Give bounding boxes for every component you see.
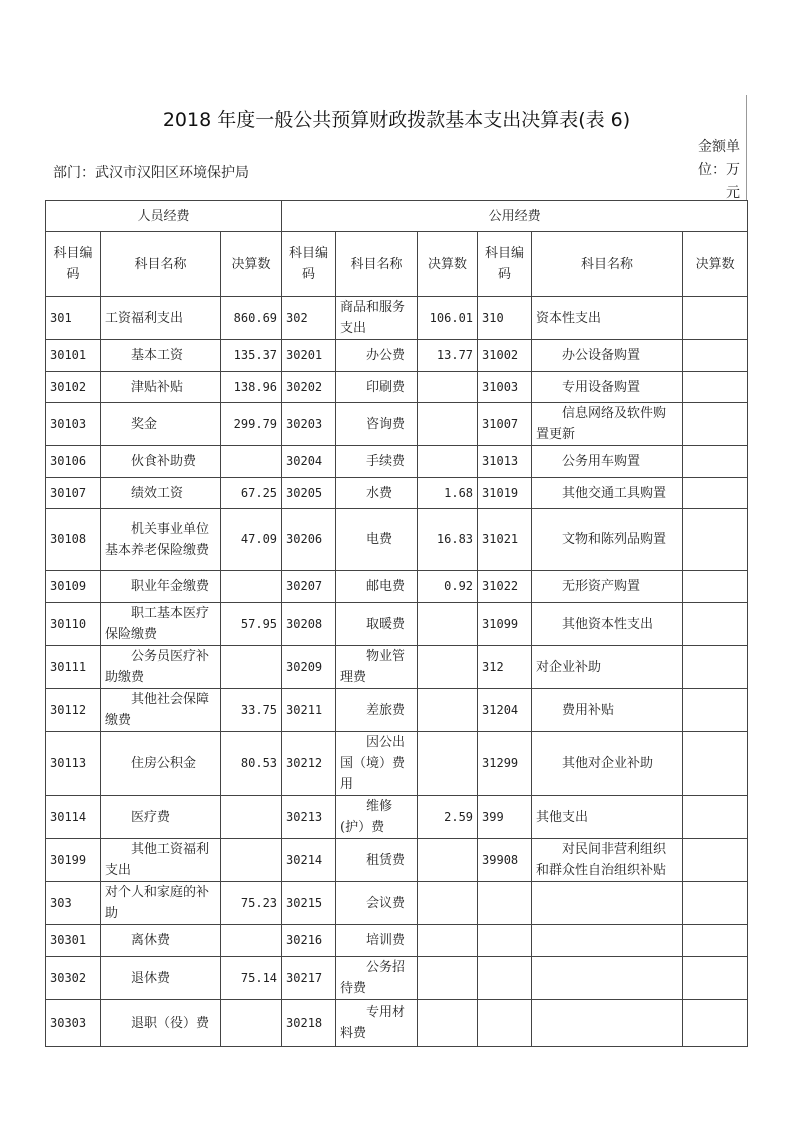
- cell-code: 30212: [282, 732, 336, 796]
- table-row: [46, 446, 748, 478]
- cell-name: 津贴补贴: [101, 372, 221, 403]
- cell-code: 30206: [282, 509, 336, 571]
- cell-code: [478, 882, 532, 925]
- cell-amount: 33.75: [221, 689, 282, 732]
- table-row: [46, 403, 748, 446]
- cell-name: 公务招待费: [336, 957, 418, 1000]
- cell-amount: [683, 297, 748, 340]
- cell-amount: [418, 732, 478, 796]
- cell-amount: [683, 796, 748, 839]
- header-amount: 决算数: [683, 232, 748, 297]
- table-row: [46, 340, 748, 372]
- divider-line: [746, 95, 747, 200]
- cell-amount: [683, 646, 748, 689]
- table-row: [46, 646, 748, 689]
- header-code: 科目编码: [478, 232, 532, 297]
- cell-code: 31019: [478, 478, 532, 509]
- cell-code: 30209: [282, 646, 336, 689]
- cell-amount: [683, 403, 748, 446]
- cell-name: [532, 882, 683, 925]
- cell-amount: [683, 571, 748, 603]
- table-row: [46, 1000, 748, 1047]
- cell-code: 30199: [46, 839, 101, 882]
- cell-code: 30303: [46, 1000, 101, 1047]
- cell-amount: [418, 1000, 478, 1047]
- cell-code: 30216: [282, 925, 336, 957]
- table-row: [46, 689, 748, 732]
- cell-amount: 106.01: [418, 297, 478, 340]
- cell-code: 30111: [46, 646, 101, 689]
- cell-code: 30102: [46, 372, 101, 403]
- cell-code: 30101: [46, 340, 101, 372]
- header-amount: 决算数: [221, 232, 282, 297]
- cell-name: 办公设备购置: [532, 340, 683, 372]
- cell-amount: [683, 882, 748, 925]
- cell-name: 会议费: [336, 882, 418, 925]
- table-row: [46, 839, 748, 882]
- cell-amount: [683, 478, 748, 509]
- cell-name: 职业年金缴费: [101, 571, 221, 603]
- cell-code: 30217: [282, 957, 336, 1000]
- cell-name: 邮电费: [336, 571, 418, 603]
- cell-name: 物业管理费: [336, 646, 418, 689]
- cell-code: 30110: [46, 603, 101, 646]
- cell-code: 30211: [282, 689, 336, 732]
- header-name: 科目名称: [101, 232, 221, 297]
- cell-code: 30207: [282, 571, 336, 603]
- cell-code: 30201: [282, 340, 336, 372]
- cell-code: 30202: [282, 372, 336, 403]
- cell-name: 租赁费: [336, 839, 418, 882]
- cell-code: 30109: [46, 571, 101, 603]
- cell-code: 30208: [282, 603, 336, 646]
- cell-name: 其他支出: [532, 796, 683, 839]
- cell-name: 公务员医疗补助缴费: [101, 646, 221, 689]
- cell-code: 31002: [478, 340, 532, 372]
- cell-code: 30108: [46, 509, 101, 571]
- cell-amount: 1.68: [418, 478, 478, 509]
- table-row: [46, 603, 748, 646]
- cell-name: 退休费: [101, 957, 221, 1000]
- cell-code: 30112: [46, 689, 101, 732]
- cell-amount: 47.09: [221, 509, 282, 571]
- cell-amount: 135.37: [221, 340, 282, 372]
- cell-amount: [683, 689, 748, 732]
- cell-name: 工资福利支出: [101, 297, 221, 340]
- cell-code: 30205: [282, 478, 336, 509]
- cell-code: 30114: [46, 796, 101, 839]
- cell-amount: [418, 372, 478, 403]
- cell-code: 30106: [46, 446, 101, 478]
- cell-amount: [683, 839, 748, 882]
- table-row: [46, 957, 748, 1000]
- cell-code: 30301: [46, 925, 101, 957]
- cell-code: 301: [46, 297, 101, 340]
- cell-code: 31021: [478, 509, 532, 571]
- cell-amount: 75.23: [221, 882, 282, 925]
- table-row: [46, 571, 748, 603]
- cell-amount: 860.69: [221, 297, 282, 340]
- cell-amount: 2.59: [418, 796, 478, 839]
- cell-amount: [221, 646, 282, 689]
- cell-amount: [221, 796, 282, 839]
- cell-name: 公务用车购置: [532, 446, 683, 478]
- table-row: [46, 882, 748, 925]
- cell-amount: [683, 446, 748, 478]
- cell-code: 312: [478, 646, 532, 689]
- cell-amount: [683, 732, 748, 796]
- cell-amount: [418, 957, 478, 1000]
- cell-name: 伙食补助费: [101, 446, 221, 478]
- cell-name: 文物和陈列品购置: [532, 509, 683, 571]
- cell-name: 奖金: [101, 403, 221, 446]
- cell-name: 维修(护）费: [336, 796, 418, 839]
- header-name: 科目名称: [532, 232, 683, 297]
- table-row: [46, 796, 748, 839]
- cell-name: 培训费: [336, 925, 418, 957]
- cell-amount: [418, 646, 478, 689]
- cell-amount: [221, 925, 282, 957]
- cell-code: 31204: [478, 689, 532, 732]
- cell-amount: [683, 509, 748, 571]
- cell-name: 医疗费: [101, 796, 221, 839]
- department-label: 部门：武汉市汉阳区环境保护局: [53, 165, 249, 181]
- header-code: 科目编码: [46, 232, 101, 297]
- cell-name: 绩效工资: [101, 478, 221, 509]
- table-row: [46, 732, 748, 796]
- cell-code: 30113: [46, 732, 101, 796]
- cell-amount: 138.96: [221, 372, 282, 403]
- cell-code: 30213: [282, 796, 336, 839]
- cell-amount: 67.25: [221, 478, 282, 509]
- cell-code: 30215: [282, 882, 336, 925]
- cell-name: 其他交通工具购置: [532, 478, 683, 509]
- cell-code: 303: [46, 882, 101, 925]
- cell-code: 31013: [478, 446, 532, 478]
- cell-amount: 57.95: [221, 603, 282, 646]
- cell-name: 手续费: [336, 446, 418, 478]
- cell-name: 退职（役）费: [101, 1000, 221, 1047]
- cell-name: 因公出国（境）费用: [336, 732, 418, 796]
- cell-name: 办公费: [336, 340, 418, 372]
- cell-amount: [683, 925, 748, 957]
- cell-amount: [683, 603, 748, 646]
- cell-amount: [418, 689, 478, 732]
- group-header-public: 公用经费: [282, 201, 748, 232]
- cell-amount: 75.14: [221, 957, 282, 1000]
- cell-code: 30107: [46, 478, 101, 509]
- page-title: 2018 年度一般公共预算财政拨款基本支出决算表(表 6): [162, 109, 631, 131]
- cell-name: 专用材料费: [336, 1000, 418, 1047]
- cell-name: 差旅费: [336, 689, 418, 732]
- cell-amount: 13.77: [418, 340, 478, 372]
- cell-code: 399: [478, 796, 532, 839]
- header-code: 科目编码: [282, 232, 336, 297]
- cell-name: 离休费: [101, 925, 221, 957]
- cell-name: 基本工资: [101, 340, 221, 372]
- cell-name: 无形资产购置: [532, 571, 683, 603]
- cell-name: [532, 1000, 683, 1047]
- table-row: [46, 297, 748, 340]
- cell-name: 取暖费: [336, 603, 418, 646]
- cell-name: 水费: [336, 478, 418, 509]
- cell-code: 31003: [478, 372, 532, 403]
- cell-name: 职工基本医疗保险缴费: [101, 603, 221, 646]
- cell-amount: [418, 925, 478, 957]
- cell-code: [478, 957, 532, 1000]
- cell-code: [478, 925, 532, 957]
- table-row: [46, 478, 748, 509]
- cell-name: 信息网络及软件购置更新: [532, 403, 683, 446]
- cell-amount: [418, 403, 478, 446]
- cell-name: 费用补贴: [532, 689, 683, 732]
- header-name: 科目名称: [336, 232, 418, 297]
- cell-amount: 299.79: [221, 403, 282, 446]
- cell-name: [532, 957, 683, 1000]
- cell-amount: 80.53: [221, 732, 282, 796]
- cell-code: 310: [478, 297, 532, 340]
- cell-code: 30302: [46, 957, 101, 1000]
- cell-amount: [418, 839, 478, 882]
- cell-name: 专用设备购置: [532, 372, 683, 403]
- cell-name: 商品和服务支出: [336, 297, 418, 340]
- cell-amount: [418, 446, 478, 478]
- cell-name: 其他工资福利支出: [101, 839, 221, 882]
- cell-amount: [683, 957, 748, 1000]
- cell-name: [532, 925, 683, 957]
- expenditure-table: [45, 200, 748, 1047]
- cell-code: 30214: [282, 839, 336, 882]
- cell-name: 电费: [336, 509, 418, 571]
- cell-name: 对个人和家庭的补助: [101, 882, 221, 925]
- cell-name: 对民间非营利组织和群众性自治组织补贴: [532, 839, 683, 882]
- cell-name: 其他对企业补助: [532, 732, 683, 796]
- cell-amount: [221, 446, 282, 478]
- cell-code: 30103: [46, 403, 101, 446]
- cell-code: 31022: [478, 571, 532, 603]
- cell-code: 31099: [478, 603, 532, 646]
- cell-amount: [221, 1000, 282, 1047]
- cell-code: 30204: [282, 446, 336, 478]
- header-amount: 决算数: [418, 232, 478, 297]
- cell-code: 31299: [478, 732, 532, 796]
- cell-name: 咨询费: [336, 403, 418, 446]
- group-header-personnel: 人员经费: [46, 201, 282, 232]
- cell-amount: [683, 1000, 748, 1047]
- cell-name: 住房公积金: [101, 732, 221, 796]
- cell-name: 印刷费: [336, 372, 418, 403]
- cell-amount: 16.83: [418, 509, 478, 571]
- table-row: [46, 509, 748, 571]
- cell-amount: [418, 603, 478, 646]
- cell-amount: [221, 571, 282, 603]
- table-row: [46, 925, 748, 957]
- cell-code: 30218: [282, 1000, 336, 1047]
- cell-code: [478, 1000, 532, 1047]
- cell-amount: 0.92: [418, 571, 478, 603]
- cell-name: 机关事业单位基本养老保险缴费: [101, 509, 221, 571]
- cell-code: 302: [282, 297, 336, 340]
- cell-name: 其他资本性支出: [532, 603, 683, 646]
- cell-code: 31007: [478, 403, 532, 446]
- cell-code: 30203: [282, 403, 336, 446]
- cell-name: 其他社会保障缴费: [101, 689, 221, 732]
- cell-name: 对企业补助: [532, 646, 683, 689]
- cell-name: 资本性支出: [532, 297, 683, 340]
- table-row: [46, 372, 748, 403]
- cell-amount: [683, 372, 748, 403]
- cell-amount: [418, 882, 478, 925]
- cell-code: 39908: [478, 839, 532, 882]
- cell-amount: [221, 839, 282, 882]
- cell-amount: [683, 340, 748, 372]
- unit-label: 金额单位：万元: [698, 139, 740, 201]
